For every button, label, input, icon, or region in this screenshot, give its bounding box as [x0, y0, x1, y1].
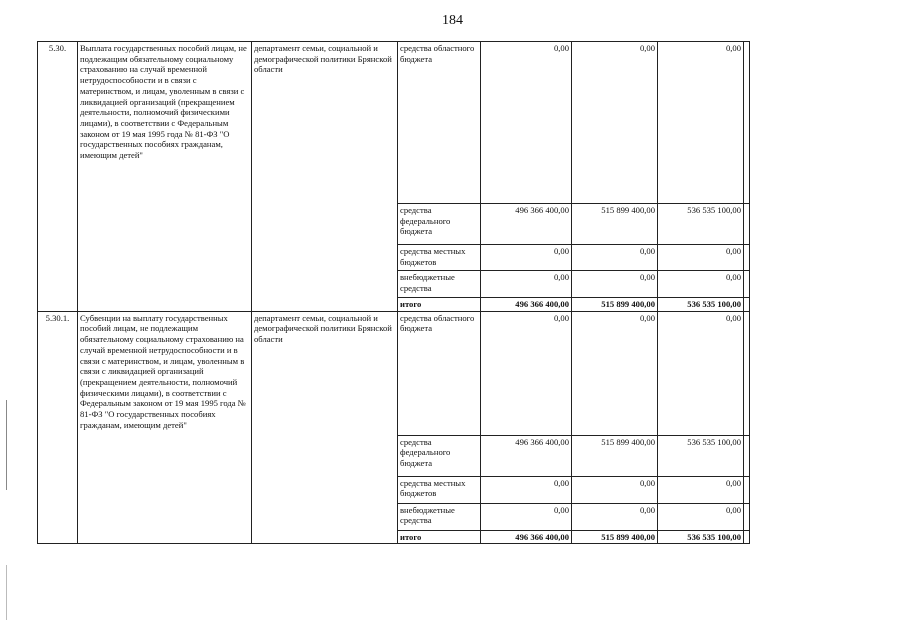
empty-cell	[744, 435, 750, 476]
total-label: итого	[398, 530, 481, 544]
amount-cell: 0,00	[481, 245, 572, 271]
funding-source: средства областного бюджета	[398, 42, 481, 204]
funding-source: средства областного бюджета	[398, 311, 481, 435]
total-label: итого	[398, 298, 481, 312]
total-amount: 515 899 400,00	[572, 298, 658, 312]
amount-cell: 0,00	[481, 503, 572, 530]
total-amount: 515 899 400,00	[572, 530, 658, 544]
total-amount: 496 366 400,00	[481, 298, 572, 312]
amount-cell: 536 535 100,00	[658, 204, 744, 245]
amount-cell: 496 366 400,00	[481, 204, 572, 245]
funding-source: средства местных бюджетов	[398, 476, 481, 503]
amount-cell: 0,00	[572, 311, 658, 435]
table-row	[38, 42, 750, 204]
amount-cell: 496 366 400,00	[481, 435, 572, 476]
amount-cell: 0,00	[572, 476, 658, 503]
executor-cell: департамент семьи, социальной и демографической политики Брянской области	[252, 311, 398, 544]
amount-cell: 0,00	[658, 245, 744, 271]
empty-cell	[744, 298, 750, 312]
executor-cell: департамент семьи, социальной и демографической политики Брянской области	[252, 42, 398, 312]
amount-cell: 515 899 400,00	[572, 435, 658, 476]
amount-cell: 515 899 400,00	[572, 204, 658, 245]
amount-cell: 0,00	[481, 42, 572, 204]
funding-source: средства местных бюджетов	[398, 245, 481, 271]
total-amount: 536 535 100,00	[658, 298, 744, 312]
total-amount: 496 366 400,00	[481, 530, 572, 544]
funding-source: внебюджетные средства	[398, 271, 481, 298]
empty-cell	[744, 476, 750, 503]
amount-cell: 0,00	[658, 42, 744, 204]
funding-source: внебюджетные средства	[398, 503, 481, 530]
scan-artifact-line	[6, 565, 7, 620]
amount-cell: 0,00	[481, 311, 572, 435]
empty-cell	[744, 503, 750, 530]
amount-cell: 0,00	[572, 245, 658, 271]
empty-cell	[744, 311, 750, 435]
empty-cell	[744, 271, 750, 298]
total-amount: 536 535 100,00	[658, 530, 744, 544]
amount-cell: 0,00	[658, 503, 744, 530]
amount-cell: 0,00	[572, 271, 658, 298]
scan-artifact-line	[6, 400, 7, 490]
funding-source: средства федерального бюджета	[398, 204, 481, 245]
empty-cell	[744, 204, 750, 245]
amount-cell: 0,00	[481, 476, 572, 503]
measure-description: Субвенции на выплату государственных пособий лицам, не подлежащим обязательному социальному страхованию на случай временной нетрудоспособности и в связи с материнством, и лицам, уволенным в связи с ликвидацией организаций (прекращением деятельности, полномочий физическими лицами), в соответствии с Федеральным законом от 19 мая 1995 года № 81-ФЗ "О государственных пособиях гражданам, имеющим детей"	[78, 311, 252, 544]
empty-cell	[744, 42, 750, 204]
amount-cell: 0,00	[481, 271, 572, 298]
table-row	[38, 311, 750, 435]
amount-cell: 536 535 100,00	[658, 435, 744, 476]
amount-cell: 0,00	[658, 271, 744, 298]
empty-cell	[744, 245, 750, 271]
amount-cell: 0,00	[572, 42, 658, 204]
funding-source: средства федерального бюджета	[398, 435, 481, 476]
measure-description: Выплата государственных пособий лицам, не подлежащим обязательному социальному страхованию на случай временной нетрудоспособности и в связи с материнством, и лицам, уволенным в связи с ликвидацией организаций (прекращением деятельности, полномочий физическими лицами), в соответствии с Федеральным законом от 19 мая 1995 года № 81-ФЗ "О государственных пособиях гражданам, имеющим детей"	[78, 42, 252, 312]
budget-table	[37, 41, 750, 544]
row-number: 5.30.	[38, 42, 78, 312]
amount-cell: 0,00	[572, 503, 658, 530]
amount-cell: 0,00	[658, 476, 744, 503]
amount-cell: 0,00	[658, 311, 744, 435]
empty-cell	[744, 530, 750, 544]
page-number: 184	[442, 13, 463, 28]
row-number: 5.30.1.	[38, 311, 78, 544]
